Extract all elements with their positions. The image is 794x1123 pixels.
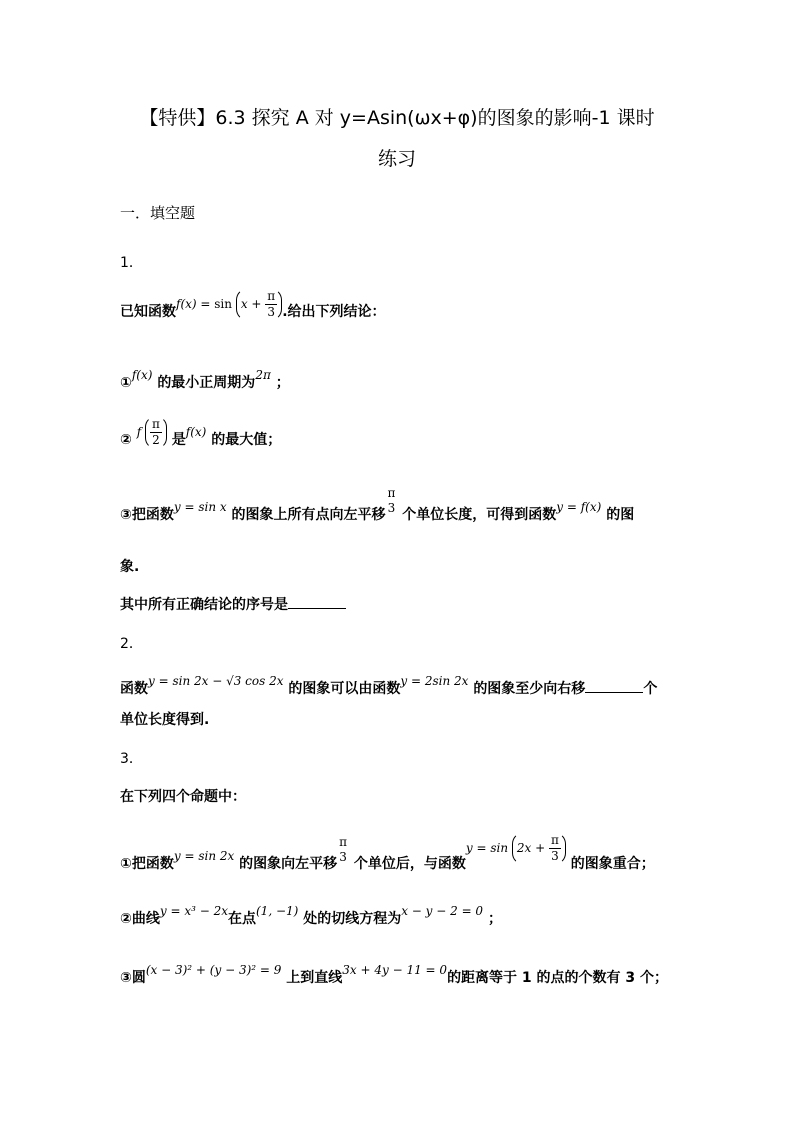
q2-statement: 函数y = sin 2x − √3 cos 2x 的图象可以由函数y = 2sin 2x 的图象至少向右移 个 [120,674,658,697]
q1-statement-2: ② f $\frac{\pi}{2}$ 是f(x) 的最大值； [120,417,282,448]
q1-intro: 已知函数f(x) = sin x + $\frac{\pi}{3}$ .给出下列结论： [120,289,386,320]
section-heading: 一．填空题 [120,204,196,222]
q2-statement-cont: 单位长度得到. [120,712,210,728]
q3-statement-2: ②曲线y = x³ − 2x在点(1, −1) 处的切线方程为x − y − 2 = 0 ； [120,904,502,927]
question-number: 1． [120,255,143,271]
answer-blank [288,594,346,609]
q1-question: 其中所有正确结论的序号是 [120,594,690,614]
answer-blank [585,678,643,693]
question-number: 2． [120,636,143,652]
q3-statement-1: ①把函数y = sin 2x 的图象向左平移 π 3 个单位后，与函数y = sin 2x + $\frac{\pi}{3}$ 的图象重合； [120,833,655,872]
question-number: 3． [120,751,143,767]
q3-intro: 在下列四个命题中： [120,789,246,805]
document-title-line1: 【特供】6.3 探究 A 对 y=Asin(ωx+φ)的图象的影响-1 课时 [139,107,655,129]
q1-statement-3: ③把函数y = sin x 的图象上所有点向左平移 π 3 个单位长度，可得到函数y = f(x) 的图 [120,486,635,523]
document-title-line2: 练习 [377,148,416,170]
q1-statement-3-cont: 象. [120,559,140,575]
q3-statement-3: ③圆(x − 3)² + (y − 3)² = 9 上到直线3x + 4y − 11 = 0的距离等于 1 的点的个数有 3 个； [120,963,669,986]
q1-statement-1: ①f(x) 的最小正周期为2π ； [120,368,290,391]
q1-function-definition: f(x) = sin x + $\frac{\pi}{3}$ [176,297,282,311]
